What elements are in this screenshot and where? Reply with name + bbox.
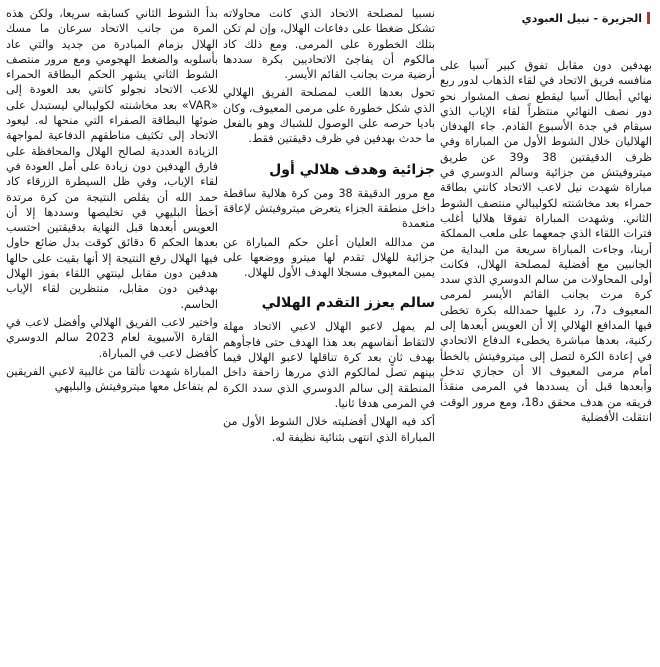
article-paragraph: بدأ الشوط الثاني كسابقه سريعا، ولكن هذه المرة من جانب الاتحاد سرعان ما مسك الهلال بزمام المبادرة من جديد والتي عاد بأسلوبه والضغط الهجومي ومع مرور منتصف الشوط الثاني يشهر الحكم البطاقة الحمراء للاعب الاتحاد نجولو كانتي بعد العودة إلى «VAR» بعد مخاشنته لكوليبالي ليستبدل على ضوئها البطاقة الصفراء التي منحها له. ليعود الاتحاد إلى تكثيف مناطقهم الدفاعية لمواجهة الزيادة العددية لصالح الهلال والمحافظة على فارق الهدفين دون زيادة على أمل العودة في لقاء الإياب، وفي ظل السيطرة الزرقاء كاد حمد الله أن يقلص النتيجة من كرة مرتدة أخطأ البليهي في تخليصها وسددها إلا أن العويس أبعدها قبل النهاية بدقيقتين احتسب بعدها الحكم 6 دقائق كوقت بدل ضائع حاول فيها الهلال رفع النتيجة إلا أنها بقيت على حالها هدفين دون مقابل لينتهي اللقاء بفوز الهلال بهدفين دون مقابل، منتظرين لقاء الإياب الحاسم. <box>6 7 218 311</box>
article-paragraph: واختير لاعب الفريق الهلالي وأفضل لاعب في القارة الآسيوية لعام 2023 سالم الدوسري كأفضل لاعب في المباراة. <box>6 315 218 360</box>
article-paragraph: لم يمهل لاعبو الهلال لاعبي الاتحاد مهلة لالتقاط أنفاسهم بعد هذا الهدف حتى فاجأوهم بهدف ثانٍ بعد كرة تناقلها لاعبو الهلال فيما بينهم تصل لمالكوم الذي مررها زاحفة داخل المنطقة إلى سالم الدوسري الذي سدد الكرة في المرمى هدفا ثانيا. <box>223 320 435 410</box>
subheading-penalty: جزائية وهدف هلالي أول <box>269 161 435 178</box>
column-middle <box>223 6 435 663</box>
column-left <box>6 6 218 663</box>
article-paragraph: نسبيا لمصلحة الاتحاد الذي كانت محاولاته تشكل ضغطا على دفاعات الهلال، وإن لم تكن بتلك الخطورة على المرمى. ومع ذلك كاد مالكوم أن يفاجئ الاتحاديين بكرة سددها أرضية مرت بجانب القائم الأيسر. <box>223 7 435 82</box>
column-right <box>440 6 652 663</box>
article-paragraph: بهدفين دون مقابل تفوق كبير آسيا على منافسه فريق الاتحاد في لقاء الذهاب لدور ربع نهائي أبطال آسيا ليقطع نصف المشوار نحو دور نصف النهائي منتظراً لقاء الإياب الذي سيقام في جدة الأسبوع القادم. جاء الهدفان الهلاليان خلال الشوط الأول من المباراة وفي ظرف الدقيقتين 38 و39 عن طريق ميتروفيتش من جزائية وسالم الدوسري في مباراة شهدت نيل لاعب الاتحاد كانتي بطاقة حمراء بعد مخاشنته لكوليبالي منتصف الشوط الثاني. وشهدت المباراة تفوقا هلاليا أغلب فترات اللقاء الذي جمعهما على ملعب المملكة أرينا، وجاءت المباراة سريعة من البداية من الجانبين مع أفضلية لمصلحة الهلال، فكانت أولى المحاولات من سالم الدوسري الذي سدد كرة مرت بجانب القائم الأيسر لمرمى المعيوف د7، رد عليها حمدالله بكرة تخطى فيها المدافع الهلالي إلا أن العويس أبعدها إلى ركنية، بعدها مباشرة يخطىء الدفاع الاتحادي في إعادة الكرة لتصل إلى ميتروفيتش بالخطأ أمام مرمى المعيوف الا أن حجازي تدخل وأبعدها قبل أن يسددها في المرمى منقذاً فريقه من هدف محقق د18، ومع مرور الوقت انتقلت الأفضلية <box>440 59 652 424</box>
subheading-salem: سالم يعزز التقدم الهلالي <box>261 295 435 312</box>
article-paragraph: من مدالله العليان أعلن حكم المباراة عن جزائية للهلال تقدم لها ميترو ووضعها على يمين المعيوف مسجلا الهدف الأول للهلال. <box>223 235 435 280</box>
article-paragraph: أكد فيه الهلال أفضليته خلال الشوط الأول من المباراة الذي انتهى بثنائية نظيفة له. <box>223 415 435 444</box>
byline <box>440 6 652 30</box>
article-paragraph: مع مرور الدقيقة 38 ومن كرة هلالية ساقطة داخل منطقة الجزاء يتعرض ميتروفيتش لإعاقة متعمدة <box>223 186 435 231</box>
article-paragraph: تحول بعدها اللعب لمصلحة الفريق الهلالي الذي شكل خطورة على مرمى المعيوف، وكان باديا حرصه على الوصول للشباك وهو بالفعل ما حدث بهدفين في ظرف دقيقتين فقط. <box>223 86 435 146</box>
article-paragraph: المباراة شهدت تألقا من غالبية لاعبي الفريقين لم يتفاعل معها ميتروفيتش والبليهي <box>6 364 218 394</box>
byline-text: الجزيرة - نبيل العبودي <box>521 11 642 25</box>
byline-accent-bar <box>647 12 650 24</box>
